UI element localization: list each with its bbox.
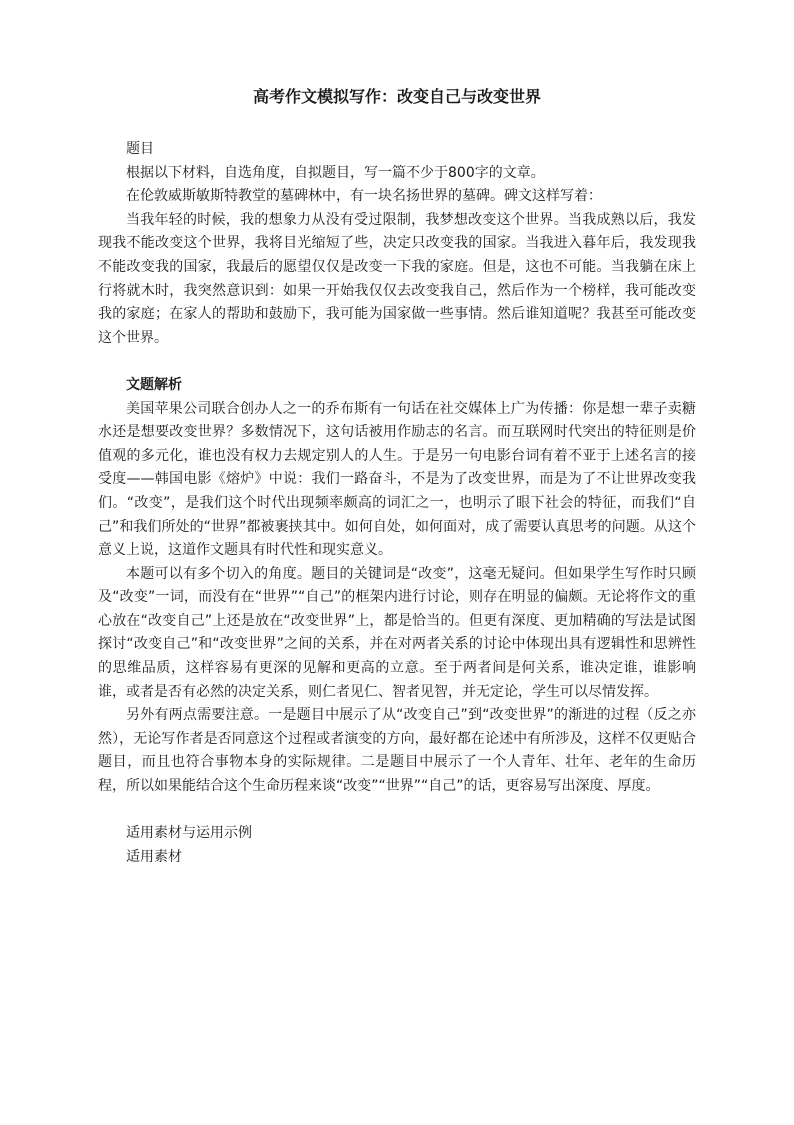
materials-heading: 适用素材与运用示例	[126, 825, 252, 842]
materials-subheading: 适用素材	[126, 848, 182, 865]
analysis-paragraph-1: 美国苹果公司联合创办人之一的乔布斯有一句话在社交媒体上广为传播：你是想一辈子卖糖水还是想要改变世界？多数情况下，这句话被用作励志的名言。而互联网时代突出的特征则是价值观的多元化，谁也没有权力去规定别人的人生。于是另一句电影台词有着不亚于上述名言的接受度——韩国电影《熔炉》中说：我们一路奋斗，不是为了改变世界，而是为了不让世界改变我们。“改变”，是我们这个时代出现频率颇高的词汇之一，也明示了眼下社会的特征，而我们“自己”和我们所处的“世界”都被裹挟其中。如何自处，如何面对，成了需要认真思考的问题。从这个意义上说，这道作文题具有时代性和现实意义。	[98, 400, 696, 559]
prompt-context: 在伦敦威斯敏斯特教堂的墓碑林中，有一块名扬世界的墓碑。碑文这样写着：	[126, 188, 602, 205]
prompt-heading: 题目	[126, 141, 154, 157]
analysis-paragraph-3: 另外有两点需要注意。一是题目中展示了从“改变自己”到“改变世界”的渐进的过程（反之亦然），无论写作者是否同意这个过程或者演变的方向，最好都在论述中有所涉及，这样不仅更贴合题目，而且也符合事物本身的实际规律。二是题目中展示了一个人青年、壮年、老年的生命历程，所以如果能结合这个生命历程来谈“改变”“世界”“自己”的话，更容易写出深度、厚度。	[98, 707, 696, 795]
epitaph-paragraph: 当我年轻的时候，我的想象力从没有受过限制，我梦想改变这个世界。当我成熟以后，我发现我不能改变这个世界，我将目光缩短了些，决定只改变我的国家。当我进入暮年后，我发现我不能改变我的国家，我最后的愿望仅仅是改变一下我的家庭。但是，这也不可能。当我躺在床上行将就木时，我突然意识到：如果一开始我仅仅去改变我自己，然后作为一个榜样，我可能改变我的家庭；在家人的帮助和鼓励下，我可能为国家做一些事情。然后谁知道呢？我甚至可能改变这个世界。	[98, 211, 696, 346]
spacer	[98, 799, 696, 823]
document-body	[98, 138, 696, 869]
prompt-intro: 根据以下材料，自选角度，自拟题目，写一篇不少于800字的文章。	[126, 164, 545, 181]
spacer	[98, 350, 696, 374]
document-title: 高考作文模拟写作：改变自己与改变世界	[252, 87, 541, 106]
analysis-paragraph-2: 本题可以有多个切入的角度。题目的关键词是“改变”，这毫无疑问。但如果学生写作时只顾及“改变”一词，而没有在“世界”“自己”的框架内进行讨论，则存在明显的偏颇。无论将作文的重心放在“改变自己”上还是放在“改变世界”上，都是恰当的。但更有深度、更加精确的写法是试图探讨“改变自己”和“改变世界”之间的关系，并在对两者关系的讨论中体现出具有逻辑性和思辨性的思维品质，这样容易有更深的见解和更高的立意。至于两者间是何关系，谁决定谁，谁影响谁，或者是否有必然的决定关系，则仁者见仁、智者见智，并无定论，学生可以尽情发挥。	[98, 565, 696, 700]
analysis-heading: 文题解析	[126, 376, 182, 393]
